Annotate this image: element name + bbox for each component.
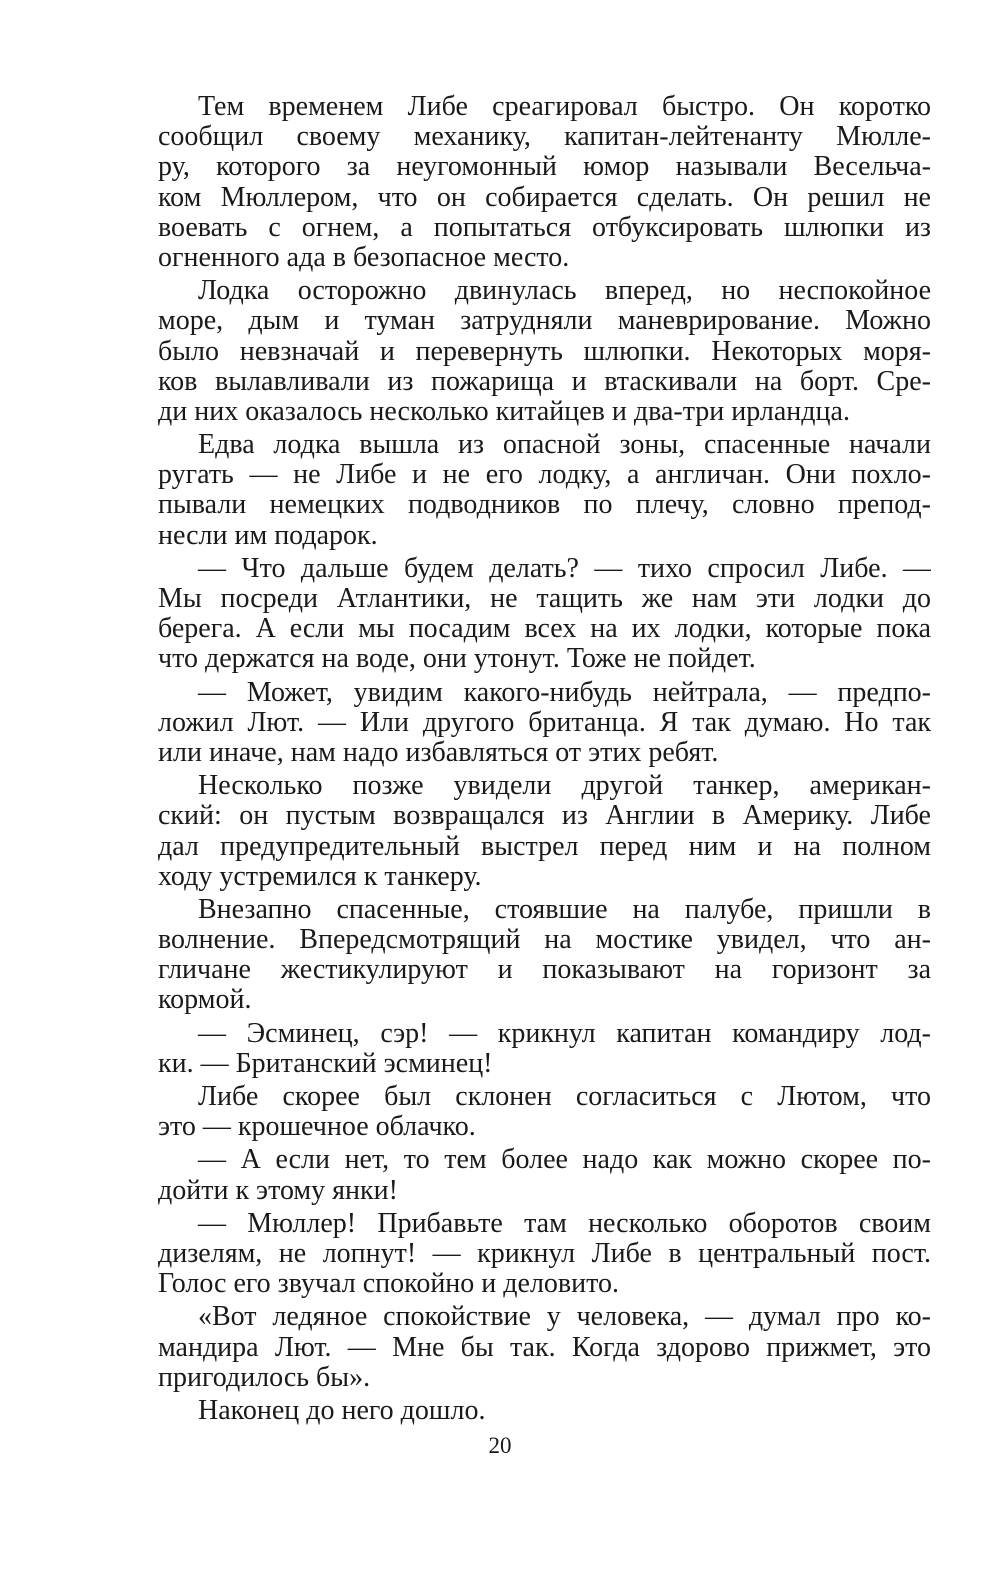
text-line: — А если нет, то тем более надо как можно скорее по- xyxy=(198,1145,931,1176)
text-line: дал предупредительный выстрел перед ним и на полном xyxy=(158,831,931,862)
text-line: кормой. xyxy=(158,985,252,1016)
text-line: огненного ада в безопасное место. xyxy=(158,242,570,273)
paragraph xyxy=(158,1302,931,1393)
paragraph xyxy=(158,92,931,273)
paragraph xyxy=(158,1145,931,1205)
text-line: это — крошечное облачко. xyxy=(158,1112,476,1143)
text-line: пывали немецких подводников по плечу, словно препод- xyxy=(158,490,931,521)
text-line: ков вылавливали из пожарища и втаскивали на борт. Сре- xyxy=(158,366,931,397)
text-line: волнение. Впередсмотрящий на мостике увидел, что ан- xyxy=(158,925,931,956)
text-line: ком Мюллером, что он собирается сделать. Он решил не xyxy=(158,182,931,213)
text-line: ский: он пустым возвращался из Англии в Америку. Либе xyxy=(158,801,931,832)
text-line: Несколько позже увидели другой танкер, американ- xyxy=(198,771,931,802)
paragraph xyxy=(158,1019,931,1079)
paragraph xyxy=(158,1209,931,1300)
text-line: — Может, увидим какого-нибудь нейтрала, — предпо- xyxy=(198,677,931,708)
paragraph xyxy=(158,554,931,675)
text-line: несли им подарок. xyxy=(158,520,378,551)
text-line: — Эсминец, сэр! — крикнул капитан командиру лод- xyxy=(198,1018,931,1049)
text-line: Либе скорее был склонен согласиться с Лютом, что xyxy=(198,1082,931,1112)
text-line: Тем временем Либе среагировал быстро. Он коротко xyxy=(198,92,931,122)
text-line: дойти к этому янки! xyxy=(158,1175,398,1206)
paragraph xyxy=(158,678,931,769)
text-line: — Что дальше будем делать? — тихо спросил Либе. — xyxy=(198,553,931,584)
text-line: Лодка осторожно двинулась вперед, но неспокойное xyxy=(198,276,931,307)
text-line: ложил Лют. — Или другого британца. Я так думаю. Но так xyxy=(158,707,931,738)
text-line: пригодилось бы». xyxy=(158,1362,371,1393)
text-line: ки. — Британский эсминец! xyxy=(158,1048,493,1079)
text-line: воевать с огнем, а попытаться отбуксировать шлюпки из xyxy=(158,212,931,243)
text-line: дизелям, не лопнут! — крикнул Либе в центральный пост. xyxy=(158,1238,931,1269)
paragraph xyxy=(158,1396,931,1426)
paragraph xyxy=(158,771,931,892)
page-number: 20 xyxy=(488,1433,512,1458)
paragraph xyxy=(158,1082,931,1142)
text-line: «Вот ледяное спокойствие у человека, — думал про ко- xyxy=(198,1302,931,1333)
text-line: Внезапно спасенные, стоявшие на палубе, пришли в xyxy=(198,894,931,925)
text-line: берега. А если мы посадим всех на их лодки, которые пока xyxy=(158,614,931,645)
text-line: ругать — не Либе и не его лодку, а англичан. Они похло- xyxy=(158,460,931,491)
text-line: мандира Лют. — Мне бы так. Когда здорово прижмет, это xyxy=(158,1332,931,1363)
text-line: — Мюллер! Прибавьте там несколько оборотов своим xyxy=(198,1208,931,1239)
text-line: или иначе, нам надо избавляться от этих ребят. xyxy=(158,737,719,768)
text-line: ди них оказалось несколько китайцев и два-три ирландца. xyxy=(158,396,850,427)
text-line: было невзначай и перевернуть шлюпки. Некоторых моря- xyxy=(158,336,931,367)
text-line: сообщил своему механику, капитан-лейтенанту Мюлле- xyxy=(158,122,931,153)
text-line: Мы посреди Атлантики, не тащить же нам эти лодки до xyxy=(158,584,931,614)
paragraph xyxy=(158,276,931,427)
text-line: Голос его звучал спокойно и деловито. xyxy=(158,1269,619,1300)
body-text xyxy=(158,92,931,1429)
text-line: море, дым и туман затрудняли маневрирование. Можно xyxy=(158,306,931,337)
text-line: ру, которого за неугомонный юмор называли Весельча- xyxy=(158,152,931,183)
paragraph xyxy=(158,895,931,1016)
text-line: что держатся на воде, они утонут. Тоже не пойдет. xyxy=(158,644,756,675)
text-line: гличане жестикулируют и показывают на горизонт за xyxy=(158,955,931,986)
text-line: ходу устремился к танкеру. xyxy=(158,861,482,892)
text-line: Едва лодка вышла из опасной зоны, спасенные начали xyxy=(198,430,931,461)
paragraph xyxy=(158,430,931,551)
text-line: Наконец до него дошло. xyxy=(198,1395,486,1426)
